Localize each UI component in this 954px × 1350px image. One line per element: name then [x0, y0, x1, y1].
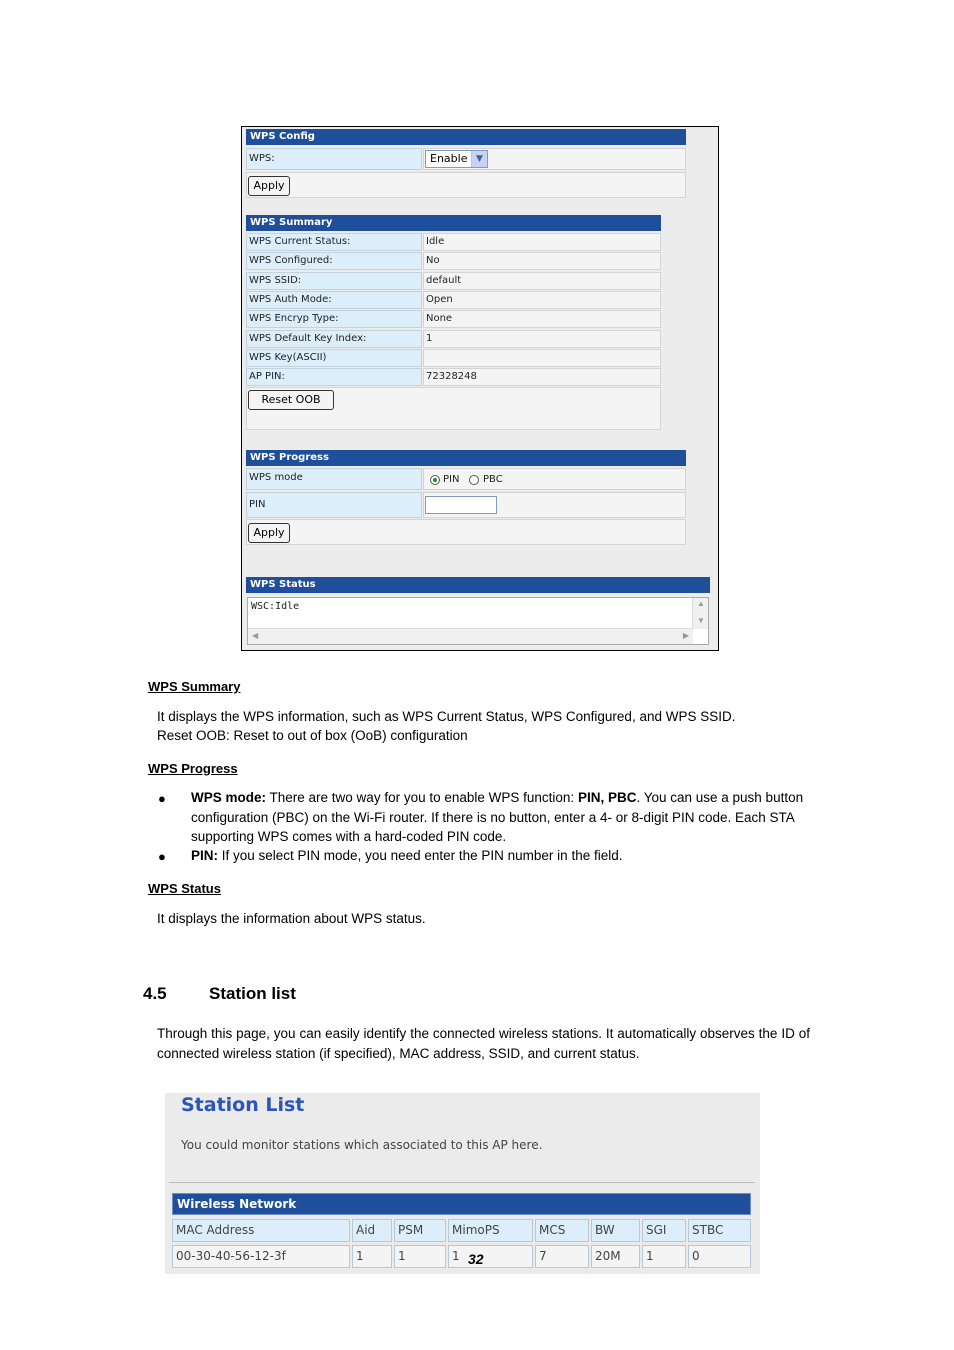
vertical-scrollbar[interactable]	[692, 598, 708, 629]
station-list-paragraph: Through this page, you can easily identify the connected wireless stations. It automatically observes the ID of connected wireless station (if specified), MAC address, SSID, and current status.	[157, 1026, 810, 1061]
summary-row-label: WPS Current Status:	[246, 233, 422, 251]
pin-term: PIN:	[191, 848, 218, 863]
wps-summary-line-1: It displays the WPS information, such as WPS Current Status, WPS Configured, and WPS SSID.	[157, 709, 736, 724]
pin-label: PIN	[246, 492, 422, 518]
wps-progress-heading: WPS Progress	[148, 761, 238, 776]
summary-row-label: WPS Key(ASCII)	[246, 349, 422, 367]
wps-status-line: It displays the information about WPS status.	[157, 911, 426, 926]
wps-mode-text-a: There are two way for you to enable WPS function:	[266, 790, 578, 805]
wps-mode-bold: PIN, PBC	[577, 790, 637, 805]
wps-config-apply-button[interactable]: Apply	[248, 176, 290, 196]
column-header: MCS	[535, 1219, 589, 1242]
pbc-radio-label: PBC	[483, 474, 503, 485]
page-number: 32	[468, 1251, 484, 1267]
wps-select[interactable]	[425, 150, 488, 168]
wps-mode-text-b: . You can use a push button configuration (PBC) on the Wi-Fi router. If there is no button, enter a 4- or 8-digit PIN code. Each STA supporting WPS comes with a hard-coded PIN code.	[191, 790, 804, 844]
table-cell: 0	[688, 1245, 751, 1268]
wps-status-textarea[interactable]	[247, 597, 709, 645]
pin-bullet	[191, 846, 819, 866]
station-list-title: Station List	[181, 1094, 305, 1116]
summary-row-label: WPS Auth Mode:	[246, 291, 422, 309]
column-header: SGI	[642, 1219, 686, 1242]
wps-summary-line-2: Reset OOB: Reset to out of box (OoB) configuration	[157, 728, 468, 743]
wps-status-text: WSC:Idle	[251, 601, 300, 612]
section-title: Station list	[209, 984, 296, 1003]
summary-row-value: No	[423, 252, 661, 270]
scroll-down-icon: ▼	[697, 616, 705, 625]
wps-progress-header: WPS Progress	[246, 450, 686, 466]
bullet: ●	[158, 849, 166, 864]
pin-input[interactable]	[425, 496, 497, 514]
summary-row-value: Idle	[423, 233, 661, 251]
summary-row-label: WPS SSID:	[246, 272, 422, 290]
wps-mode-bullet	[191, 788, 819, 847]
table-cell: 20M	[591, 1245, 640, 1268]
scroll-left-icon: ◀	[252, 631, 259, 640]
summary-row-value	[423, 349, 661, 367]
wps-summary-heading: WPS Summary	[148, 679, 241, 694]
summary-row-value: None	[423, 310, 661, 328]
column-header: PSM	[394, 1219, 446, 1242]
scroll-right-icon: ▶	[682, 631, 689, 640]
wps-status-heading: WPS Status	[148, 881, 221, 896]
wps-label: WPS:	[246, 148, 422, 170]
pin-text: If you select PIN mode, you need enter the PIN number in the field.	[218, 848, 623, 863]
column-header: STBC	[688, 1219, 751, 1242]
wps-progress-apply-button[interactable]: Apply	[248, 523, 290, 543]
table-cell: 1	[642, 1245, 686, 1268]
section-number: 4.5	[143, 984, 167, 1003]
wps-select-value: Enable	[430, 152, 468, 165]
table-cell: 00-30-40-56-12-3f	[172, 1245, 350, 1268]
wps-mode-label: WPS mode	[246, 468, 422, 490]
summary-row-label: AP PIN:	[246, 368, 422, 386]
wps-status-header: WPS Status	[246, 577, 710, 593]
wps-config-apply-row	[246, 172, 686, 198]
column-header: BW	[591, 1219, 640, 1242]
scroll-up-icon: ▲	[697, 599, 705, 608]
wps-mode-cell	[423, 468, 686, 490]
pin-radio[interactable]	[430, 475, 440, 485]
bullet: ●	[158, 791, 166, 806]
summary-row-value: Open	[423, 291, 661, 309]
table-cell: 7	[535, 1245, 589, 1268]
column-header: MimoPS	[448, 1219, 533, 1242]
wps-summary-header: WPS Summary	[246, 215, 661, 231]
table-cell: 1	[448, 1245, 533, 1268]
summary-row-label: WPS Default Key Index:	[246, 330, 422, 348]
horizontal-scrollbar[interactable]	[248, 628, 693, 644]
wireless-network-header: Wireless Network	[172, 1193, 751, 1215]
pin-radio-label: PIN	[443, 474, 460, 485]
table-cell: 1	[394, 1245, 446, 1268]
summary-row-value: default	[423, 272, 661, 290]
wps-mode-term: WPS mode:	[191, 790, 267, 805]
divider	[169, 1182, 755, 1183]
pbc-radio[interactable]	[469, 475, 479, 485]
column-header: MAC Address	[172, 1219, 350, 1242]
summary-row-label: WPS Configured:	[246, 252, 422, 270]
summary-row-label: WPS Encryp Type:	[246, 310, 422, 328]
reset-oob-button[interactable]: Reset OOB	[248, 390, 334, 410]
table-cell: 1	[352, 1245, 392, 1268]
chevron-down-icon: ▼	[471, 151, 487, 167]
summary-row-value: 1	[423, 330, 661, 348]
wps-progress-apply-row	[246, 519, 686, 545]
summary-row-value: 72328248	[423, 368, 661, 386]
column-header: Aid	[352, 1219, 392, 1242]
station-list-description: You could monitor stations which associated to this AP here.	[181, 1138, 543, 1152]
station-list-screenshot	[165, 1093, 760, 1274]
wps-config-header: WPS Config	[246, 129, 686, 145]
